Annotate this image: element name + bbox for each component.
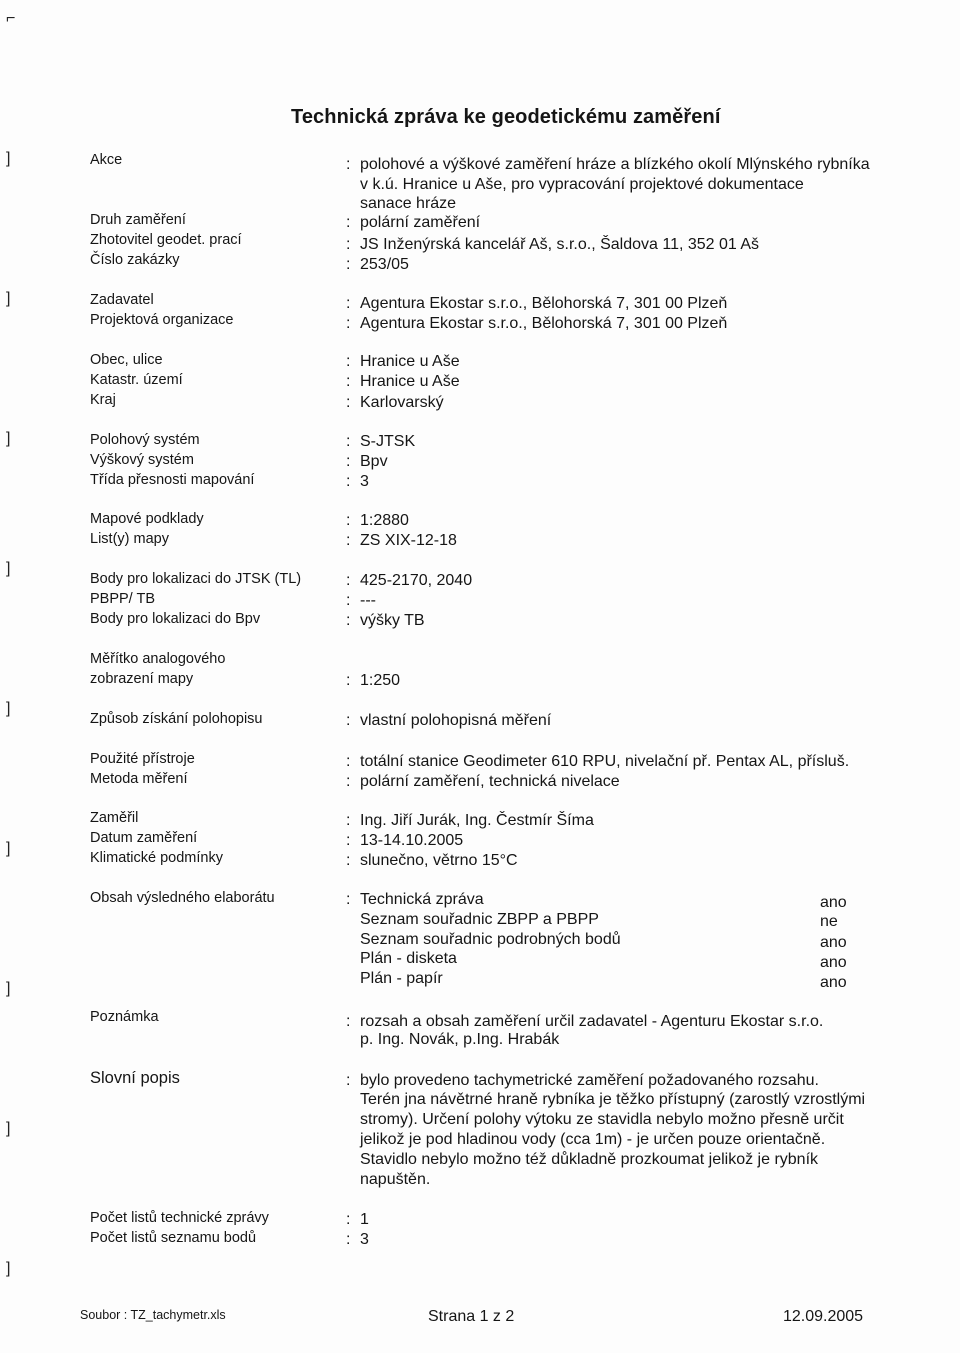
value-polohovy-system: : S-JTSK bbox=[346, 433, 416, 450]
label-zpusob-ziskani: Způsob získání polohopisu bbox=[90, 711, 263, 727]
label-zobrazeni-mapy: zobrazení mapy bbox=[90, 671, 194, 687]
label-katastr: Katastr. území bbox=[90, 372, 183, 388]
value-trida-presnosti: : 3 bbox=[346, 473, 369, 490]
margin-mark: ] bbox=[6, 1260, 11, 1277]
margin-mark: ] bbox=[6, 980, 11, 997]
faint-stamp bbox=[40, 1262, 230, 1298]
label-trida-presnosti: Třída přesnosti mapování bbox=[90, 472, 255, 488]
label-kraj: Kraj bbox=[90, 392, 116, 408]
value-datum-zamereni: : 13-14.10.2005 bbox=[346, 832, 464, 849]
margin-mark: ] bbox=[6, 150, 11, 167]
margin-mark: ] bbox=[6, 560, 11, 577]
value-pouzite-pristroje: : totální stanice Geodimeter 610 RPU, nivelační př. Pentax AL, přísluš. bbox=[346, 753, 850, 770]
value-obsah-line4: Plán - disketa bbox=[360, 950, 457, 967]
value-poznamka-line2: p. Ing. Novák, p.Ing. Hrabák bbox=[360, 1031, 560, 1048]
margin-mark: ] bbox=[6, 840, 11, 857]
label-obec: Obec, ulice bbox=[90, 352, 163, 368]
value-akce-line3: sanace hráze bbox=[360, 195, 457, 212]
value-klimaticke-podminky: : slunečno, větrno 15°C bbox=[346, 852, 518, 869]
label-body-jtsk: Body pro lokalizaci do JTSK (TL) bbox=[90, 571, 302, 587]
footer-page: Strana 1 z 2 bbox=[428, 1308, 515, 1325]
label-pouzite-pristroje: Použité přístroje bbox=[90, 751, 195, 767]
value-zhotovitel: : JS Inženýrská kancelář Aš, s.r.o., Šaldova 11, 352 01 Aš bbox=[346, 236, 760, 253]
label-poznamka: Poznámka bbox=[90, 1009, 159, 1025]
label-pocet-listu-zpravy: Počet listů technické zprávy bbox=[90, 1210, 269, 1226]
label-obsah-elaboratu: Obsah výsledného elaborátu bbox=[90, 890, 275, 906]
value-slovni-popis-line3: stromy). Určení polohy výtoku ze stavidla nebylo možno přesně určit bbox=[360, 1111, 844, 1128]
margin-mark: ] bbox=[6, 290, 11, 307]
value-meritko: : 1:250 bbox=[346, 672, 401, 689]
flag-plan-papir: ano bbox=[820, 974, 847, 991]
value-katastr: : Hranice u Aše bbox=[346, 373, 460, 390]
label-cislo-zakazky: Číslo zakázky bbox=[90, 252, 180, 268]
value-obec: : Hranice u Aše bbox=[346, 353, 460, 370]
value-listy-mapy: : ZS XIX-12-18 bbox=[346, 532, 457, 549]
margin-mark: ] bbox=[6, 1120, 11, 1137]
value-slovni-popis-line2: Terén jna návětrné hraně rybníka je těžko přístupný (zarostlý vzrostlými bbox=[360, 1091, 866, 1108]
label-datum-zamereni: Datum zaměření bbox=[90, 830, 198, 846]
label-slovni-popis: Slovní popis bbox=[90, 1069, 180, 1087]
page-title: Technická zpráva ke geodetickému zaměření bbox=[291, 106, 721, 128]
flag-seznam-podrobnych: ano bbox=[820, 934, 847, 951]
value-kraj: : Karlovarský bbox=[346, 394, 444, 411]
value-pocet-listu-zpravy: : 1 bbox=[346, 1211, 369, 1228]
value-druh-zamereni: : polární zaměření bbox=[346, 214, 481, 231]
value-obsah-line5: Plán - papír bbox=[360, 970, 443, 987]
value-slovni-popis-line6: napuštěn. bbox=[360, 1171, 431, 1188]
value-slovni-popis-line4: jelikož je pod hladinou vody (cca 1m) - je určen pouze orientačně. bbox=[360, 1131, 826, 1148]
label-zameril: Zaměřil bbox=[90, 810, 139, 826]
value-mapove-podklady: : 1:2880 bbox=[346, 512, 409, 529]
flag-technicka-zprava: ano bbox=[820, 894, 847, 911]
value-obsah-line1: : Technická zpráva bbox=[346, 891, 484, 908]
value-slovni-popis: : bylo provedeno tachymetrické zaměření požadovaného rozsahu. bbox=[346, 1072, 819, 1089]
label-zhotovitel: Zhotovitel geodet. prací bbox=[90, 232, 242, 248]
value-poznamka: : rozsah a obsah zaměření určil zadavatel - Agenturu Ekostar s.r.o. bbox=[346, 1013, 824, 1030]
margin-mark: ] bbox=[6, 700, 11, 717]
label-vyskovy-system: Výškový systém bbox=[90, 452, 194, 468]
flag-seznam-zbpp: ne bbox=[820, 913, 838, 930]
value-zameril: : Ing. Jiří Jurák, Ing. Čestmír Šíma bbox=[346, 812, 594, 829]
margin-mark: ] bbox=[6, 430, 11, 447]
value-obsah-line2: Seznam souřadnic ZBPP a PBPP bbox=[360, 911, 599, 928]
value-vyskovy-system: : Bpv bbox=[346, 453, 388, 470]
footer-date: 12.09.2005 bbox=[783, 1308, 864, 1325]
label-klimaticke-podminky: Klimatické podmínky bbox=[90, 850, 223, 866]
margin-mark: ⌐ bbox=[6, 10, 16, 27]
label-zadavatel: Zadavatel bbox=[90, 292, 154, 308]
value-body-bpv: : výšky TB bbox=[346, 612, 425, 629]
label-listy-mapy: List(y) mapy bbox=[90, 531, 169, 547]
flag-plan-disketa: ano bbox=[820, 954, 847, 971]
label-druh-zamereni: Druh zaměření bbox=[90, 212, 186, 228]
value-zadavatel: : Agentura Ekostar s.r.o., Bělohorská 7, 301 00 Plzeň bbox=[346, 295, 728, 312]
value-body-jtsk: : 425-2170, 2040 bbox=[346, 572, 473, 589]
value-akce: : polohové a výškové zaměření hráze a blízkého okolí Mlýnského rybníka bbox=[346, 156, 870, 173]
value-zpusob-ziskani: : vlastní polohopisná měření bbox=[346, 712, 552, 729]
label-pbpp-tb: PBPP/ TB bbox=[90, 591, 156, 607]
value-pbpp-tb: : --- bbox=[346, 592, 376, 609]
label-mapove-podklady: Mapové podklady bbox=[90, 511, 204, 527]
footer-file: Soubor : TZ_tachymetr.xls bbox=[80, 1308, 226, 1322]
value-obsah-line3: Seznam souřadnic podrobných bodů bbox=[360, 931, 621, 948]
value-pocet-listu-bodu: : 3 bbox=[346, 1231, 369, 1248]
label-body-bpv: Body pro lokalizaci do Bpv bbox=[90, 611, 261, 627]
label-polohovy-system: Polohový systém bbox=[90, 432, 200, 448]
label-meritko: Měřítko analogového bbox=[90, 651, 226, 667]
label-pocet-listu-bodu: Počet listů seznamu bodů bbox=[90, 1230, 257, 1246]
value-akce-line2: v k.ú. Hranice u Aše, pro vypracování projektové dokumentace bbox=[360, 176, 804, 193]
value-slovni-popis-line5: Stavidlo nebylo možno též důkladně prozkoumat jelikož je rybník bbox=[360, 1151, 819, 1168]
label-metoda-mereni: Metoda měření bbox=[90, 771, 188, 787]
value-cislo-zakazky: : 253/05 bbox=[346, 256, 409, 273]
label-projektova-organizace: Projektová organizace bbox=[90, 312, 234, 328]
label-akce: Akce bbox=[90, 152, 123, 168]
value-metoda-mereni: : polární zaměření, technická nivelace bbox=[346, 773, 620, 790]
value-projektova-organizace: : Agentura Ekostar s.r.o., Bělohorská 7, 301 00 Plzeň bbox=[346, 315, 728, 332]
